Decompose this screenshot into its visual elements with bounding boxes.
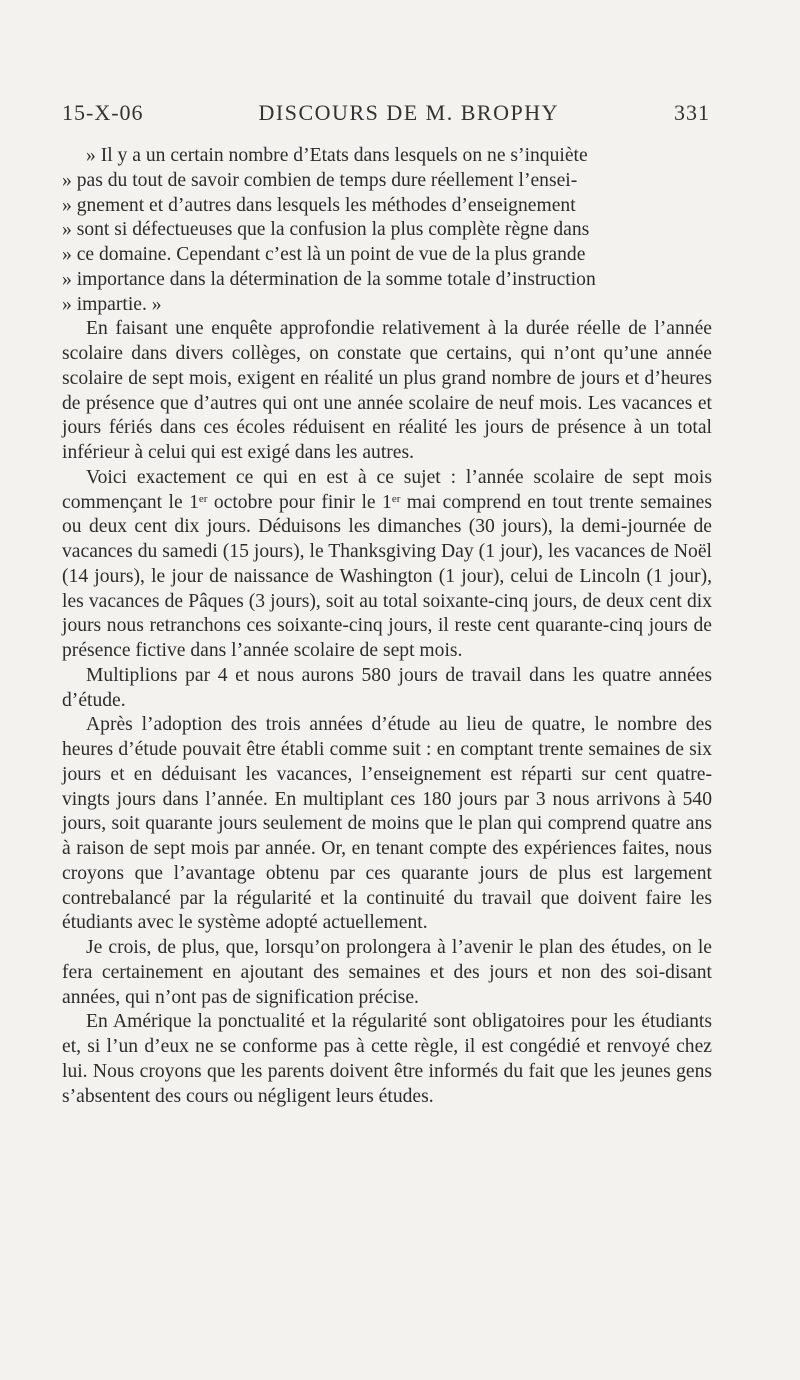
paragraph-2-part-1: Voici exactement ce qui en est à ce sujet : l’année scolaire de sept mois commençant le 1 bbox=[62, 466, 712, 513]
quote-line: » impartie. » bbox=[62, 293, 162, 315]
quote-line: » ce domaine. Cependant c’est là un point de vue de la plus grande bbox=[62, 244, 586, 265]
quote-line: » Il y a un certain nombre d’Etats dans lesquels on ne s’inquiète bbox=[86, 145, 588, 166]
page-number: 331 bbox=[674, 100, 710, 125]
header-title: DISCOURS DE M. BROPHY bbox=[258, 100, 559, 125]
quote-line: » importance dans la détermination de la somme totale d’instruction bbox=[62, 268, 596, 290]
paragraph-3: Multiplions par 4 et nous aurons 580 jours de travail dans les quatre années d’étude. bbox=[62, 664, 712, 711]
quote-line: » sont si défectueuses que la confusion la plus complète règne dans bbox=[62, 219, 590, 241]
superscript-er: er bbox=[198, 492, 208, 505]
running-header bbox=[62, 100, 710, 132]
paragraph-6: En Amérique la ponctualité et la régularité sont obligatoires pour les étudiants et, si l’un d’eux ne se conforme pas à cette règle, il est congédié et renvoyé chez lui. Nous croyons que les parents doivent être informés du fait que les jeunes gens s’absentent des cours ou négligent leurs études. bbox=[62, 1011, 712, 1107]
superscript-er: er bbox=[391, 492, 401, 505]
body-text bbox=[62, 144, 712, 1109]
paragraph-2-part-2: octobre pour finir le 1 bbox=[207, 491, 392, 513]
quote-line: » pas du tout de savoir combien de temps dure réellement l’ensei- bbox=[62, 169, 578, 191]
header-date: 15-X-06 bbox=[62, 100, 144, 125]
paragraph-4: Après l’adoption des trois années d’étude au lieu de quatre, le nombre des heures d’étude pouvait être établi comme suit : en comptant trente semaines de six jours et en déduisant les vacances, l’enseignement est réparti sur cent quatre-vingts jours dans l’année. En multiplant ces 180 jours par 3 nous arrivons à 540 jours, soit quarante jours seulement de moins que le plan qui comprend quatre ans à raison de sept mois par année. Or, en tenant compte des expériences faites, nous croyons que l’avantage obtenu par ces quarante jours de plus est largement contrebalancé par la régularité et la continuité du travail que doivent faire les étudiants avec le système adopté actuellement. bbox=[62, 714, 712, 934]
paragraph-2 bbox=[62, 466, 712, 664]
quote-line: » gnement et d’autres dans lesquels les méthodes d’enseignement bbox=[62, 194, 576, 216]
paragraph-5: Je crois, de plus, que, lorsqu’on prolongera à l’avenir le plan des études, on le fera certainement en ajoutant des semaines et des jours et non des soi-disant années, qui n’ont pas de signification précise. bbox=[62, 937, 712, 1008]
paragraph-1: En faisant une enquête approfondie relativement à la durée réelle de l’année scolaire dans divers collèges, on constate que certains, qui n’ont qu’une année scolaire de sept mois, exigent en réalité un plus grand nombre de jours et d’heures de présence que d’autres qui ont une année scolaire de neuf mois. Les vacances et jours fériés dans ces écoles réduisent en réalité les jours de présence à un total inférieur à celui qui est exigé dans les autres. bbox=[62, 318, 712, 463]
paragraph-2-part-3: mai comprend en tout trente semaines ou deux cent dix jours. Déduisons les dimanches (30 jours), la demi-journée de vacances du samedi (15 jours), le Thanksgiving Day (1 jour), les vacances de Noël (14 jours), le jour de naissance de Washington (1 jour), celui de Lincoln (1 jour), les vacances de Pâques (3 jours), soit au total soixante-cinq jours, de deux cent dix jours nous retranchons ces soixante-cinq jours, il reste cent quarante-cinq jours de présence fictive dans l’année scolaire de sept mois. bbox=[62, 491, 712, 661]
